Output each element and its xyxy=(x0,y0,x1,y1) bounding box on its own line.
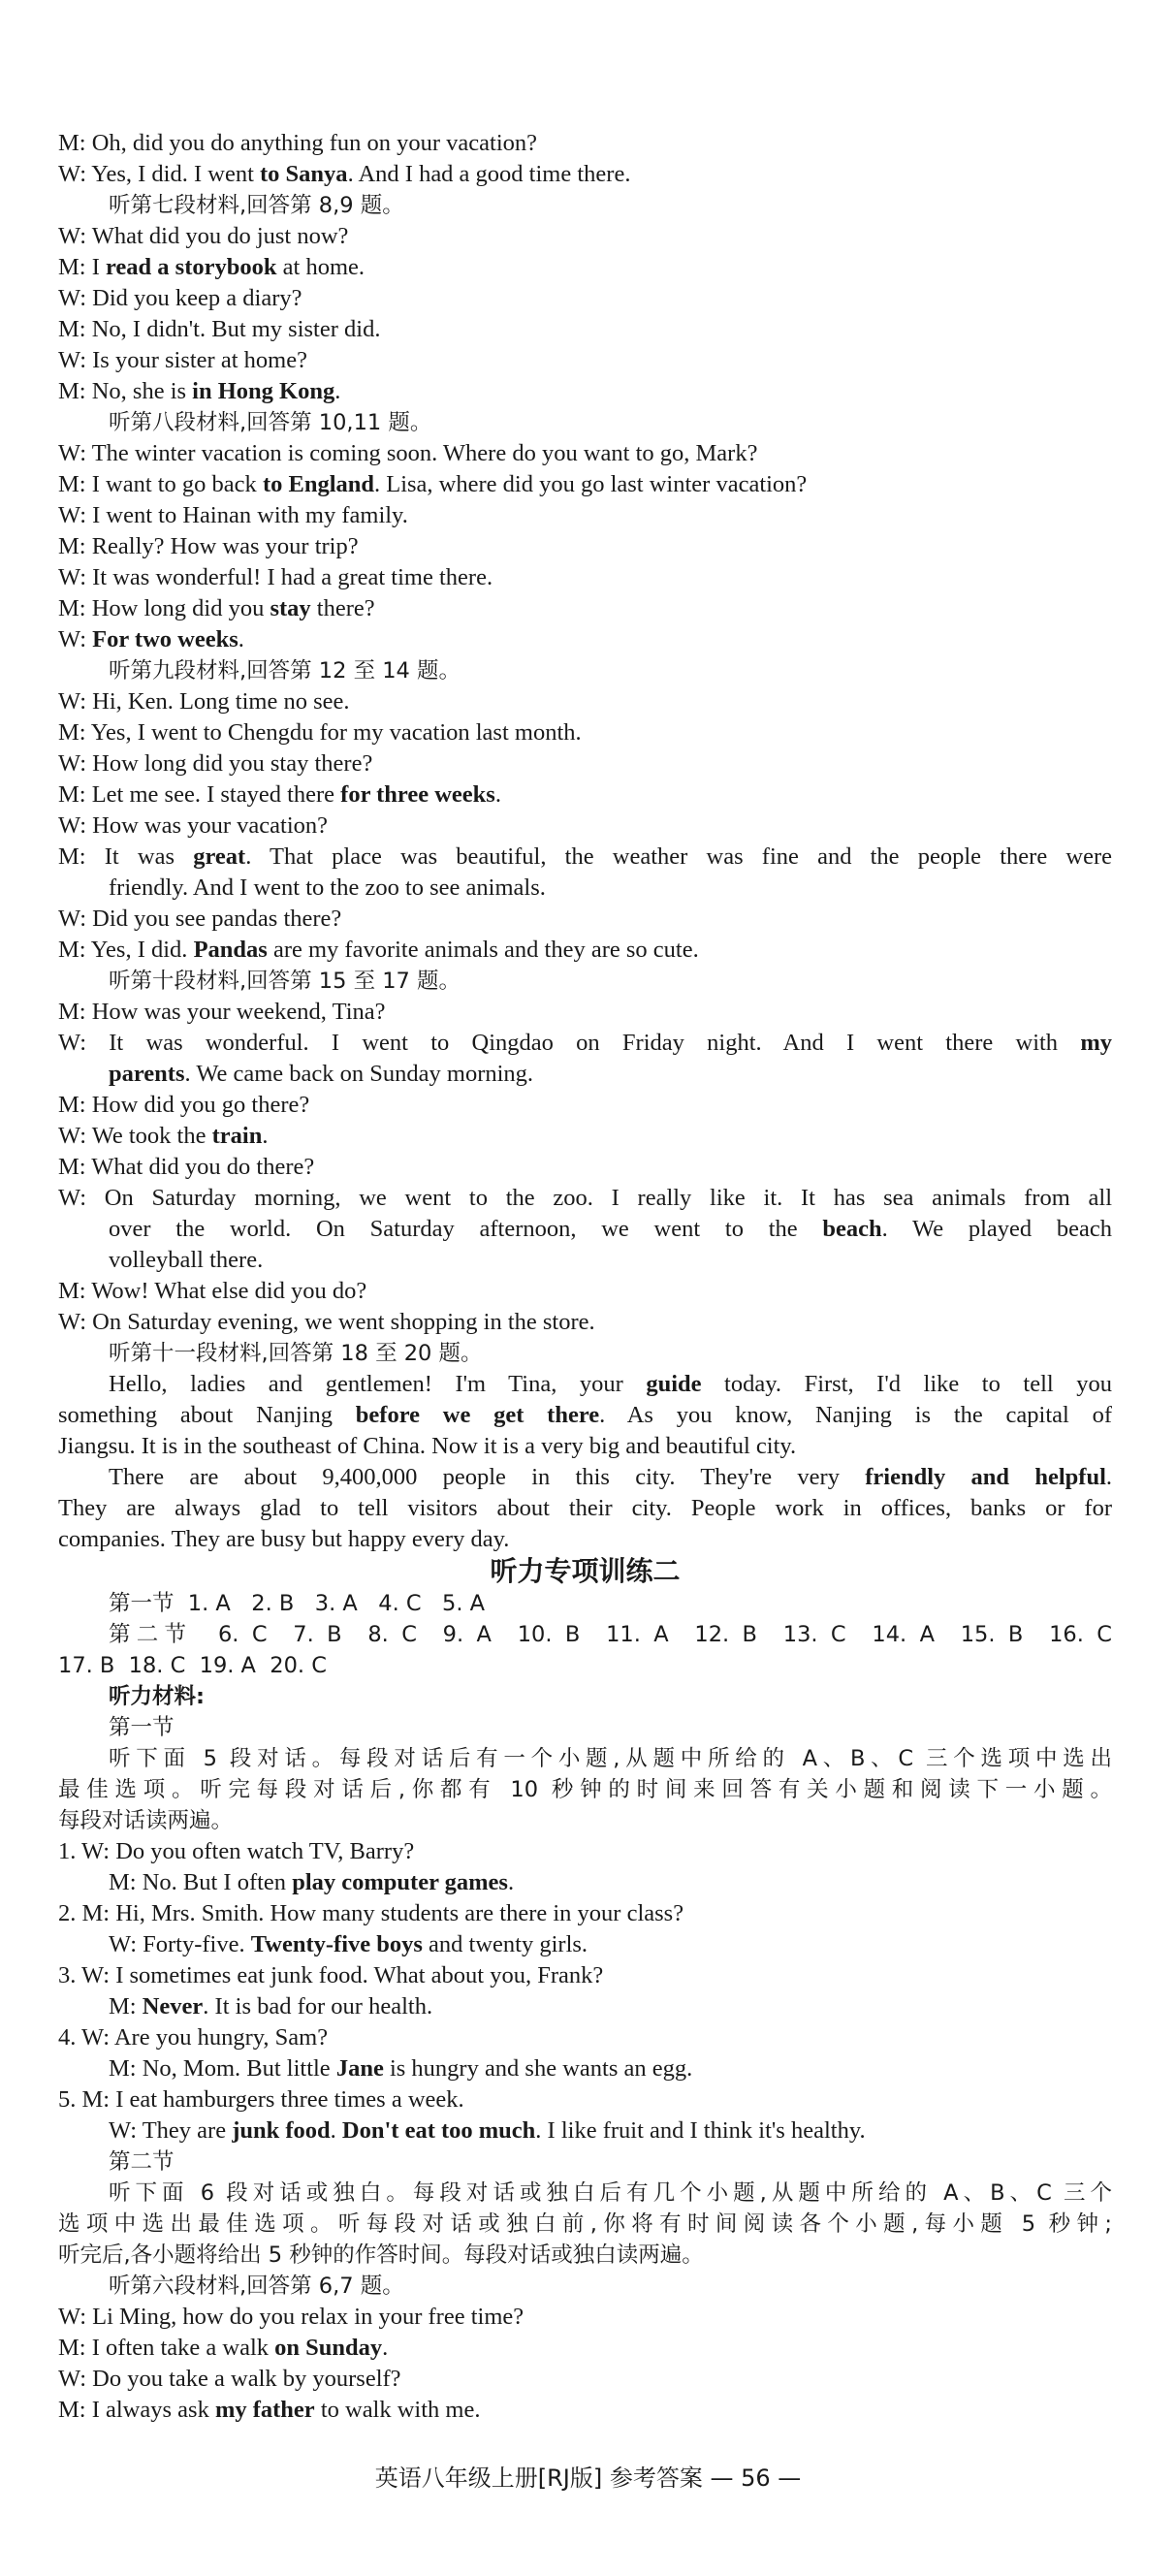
text-run: 每段对话读两遍。 xyxy=(58,1808,234,1833)
text-line xyxy=(58,1152,1112,1183)
text-line xyxy=(58,1245,1112,1276)
text-run: M: Yes, I went to Chengdu for my vacation last month. xyxy=(58,719,582,746)
text-run: 17. B 18. C 19. A 20. C xyxy=(58,1653,327,1678)
text-run: M: No. But I often xyxy=(109,1869,293,1895)
text-run: 听第十段材料,回答第 15 至 17 题。 xyxy=(109,969,461,994)
text-run: 听第九段材料,回答第 12 至 14 题。 xyxy=(109,658,461,684)
text-line xyxy=(58,1338,1112,1369)
text-run: . That place was beautiful, the weather was fine and the people there were xyxy=(245,843,1112,870)
text-run: W: How long did you stay there? xyxy=(58,750,373,777)
text-line xyxy=(58,1462,1112,1493)
text-run: . xyxy=(507,1869,515,1895)
text-run: 听第十一段材料,回答第 18 至 20 题。 xyxy=(109,1341,483,1366)
text-line xyxy=(58,655,1112,686)
text-run: 第二节 6. C 7. B 8. C 9. A 10. B 11. A 12. B 13. C 14. A 15. B 16. C xyxy=(109,1622,1112,1647)
text-line xyxy=(58,2302,1112,2333)
text-line xyxy=(58,128,1112,159)
text-line xyxy=(58,1960,1112,1991)
text-run: are my favorite animals and they are so cute. xyxy=(267,937,699,963)
bold-answer-text: my xyxy=(1080,1030,1112,1056)
text-line xyxy=(58,1681,1112,1712)
text-run: W: We took the xyxy=(58,1123,212,1149)
text-run: M: Let me see. I stayed there xyxy=(58,781,341,808)
text-run: . xyxy=(334,378,341,404)
text-line xyxy=(58,779,1112,811)
bold-answer-text: to England xyxy=(262,471,374,497)
text-line xyxy=(58,438,1112,469)
bold-answer-text: For two weeks xyxy=(92,626,238,652)
text-line xyxy=(58,593,1112,624)
text-line xyxy=(58,997,1112,1028)
text-line xyxy=(58,2395,1112,2426)
text-line xyxy=(58,2022,1112,2053)
text-run: M: Oh, did you do anything fun on your vacation? xyxy=(58,130,538,156)
text-run: 3. W: I sometimes eat junk food. What about you, Frank? xyxy=(58,1962,604,1988)
text-run: friendly. And I went to the zoo to see animals. xyxy=(109,875,546,901)
text-run: to walk with me. xyxy=(314,2397,481,2423)
bold-answer-text: Jane xyxy=(335,2055,384,2082)
text-run: 第一节 xyxy=(109,1715,175,1740)
text-line xyxy=(58,314,1112,345)
text-line xyxy=(58,2084,1112,2115)
text-line xyxy=(58,1400,1112,1431)
text-run: 听第八段材料,回答第 10,11 题。 xyxy=(109,410,432,435)
text-run: there? xyxy=(310,595,375,621)
text-run: 听下面 5 段对话。每段对话后有一个小题,从题中所给的 A、B、C 三个选项中选出 xyxy=(109,1746,1112,1771)
text-line xyxy=(58,2115,1112,2147)
text-line xyxy=(58,221,1112,252)
text-line xyxy=(58,252,1112,283)
text-run: . Lisa, where did you go last winter vacation? xyxy=(374,471,808,497)
text-line xyxy=(58,190,1112,221)
bold-answer-text: my father xyxy=(214,2397,315,2423)
text-run: W: What did you do just now? xyxy=(58,223,349,249)
text-run: 第二节 xyxy=(109,2149,175,2175)
text-line xyxy=(58,2364,1112,2395)
text-run: They are always glad to tell visitors about their city. People work in offices, banks or for xyxy=(58,1495,1112,1521)
text-run: today. First, I'd like to tell you xyxy=(701,1371,1112,1397)
text-run: W: Did you see pandas there? xyxy=(58,906,342,932)
text-line xyxy=(58,2053,1112,2084)
text-run: M: xyxy=(109,1993,143,2019)
bold-answer-text: parents xyxy=(109,1061,185,1087)
text-line xyxy=(58,1836,1112,1867)
text-run: M: How long did you xyxy=(58,595,270,621)
text-run: . As you know, Nanjing is the capital of xyxy=(599,1402,1112,1428)
text-line xyxy=(58,1431,1112,1462)
page-footer xyxy=(0,2463,1176,2494)
text-run: M: How did you go there? xyxy=(58,1092,310,1118)
text-run: at home. xyxy=(276,254,366,280)
text-run: M: Really? How was your trip? xyxy=(58,533,359,559)
footer-book-title: 英语八年级上册[RJ版] xyxy=(374,2465,603,2492)
text-run: M: It was xyxy=(58,843,194,870)
text-line xyxy=(58,1712,1112,1743)
text-run: . xyxy=(330,2117,342,2144)
bold-answer-text: junk food xyxy=(232,2117,331,2144)
text-line xyxy=(58,2178,1112,2209)
text-line xyxy=(58,1867,1112,1898)
text-run: W: It was wonderful. I went to Qingdao on Friday night. And I went there with xyxy=(58,1030,1081,1056)
text-line xyxy=(58,686,1112,717)
text-line xyxy=(58,1929,1112,1960)
bold-answer-text: play computer games xyxy=(292,1869,508,1895)
text-line xyxy=(58,904,1112,935)
text-run: M: No, she is xyxy=(58,378,193,404)
text-run: W: They are xyxy=(109,2117,233,2144)
text-run: 第一节 1. A 2. B 3. A 4. C 5. A xyxy=(109,1591,486,1616)
text-line xyxy=(58,966,1112,997)
text-run: M: I xyxy=(58,254,106,280)
bold-answer-text: for three weeks xyxy=(340,781,495,808)
bold-answer-text: Pandas xyxy=(193,937,268,963)
text-line xyxy=(58,283,1112,314)
text-line xyxy=(58,1090,1112,1121)
text-line xyxy=(58,1493,1112,1524)
text-line xyxy=(58,500,1112,531)
text-run: is hungry and she wants an egg. xyxy=(383,2055,693,2082)
bold-answer-text: Twenty-five boys xyxy=(250,1931,423,1957)
text-run: W: The winter vacation is coming soon. Where do you want to go, Mark? xyxy=(58,440,758,466)
text-run: 最佳选项。听完每段对话后,你都有 10 秒钟的时间来回答有关小题和阅读下一小题。 xyxy=(58,1777,1112,1802)
text-line xyxy=(58,624,1112,655)
bold-answer-text: read a storybook xyxy=(106,254,277,280)
text-run: W: Forty-five. xyxy=(109,1931,251,1957)
text-run: 听下面 6 段对话或独白。每段对话或独白后有几个小题,从题中所给的 A、B、C 三个 xyxy=(109,2180,1112,2206)
text-line xyxy=(58,873,1112,904)
text-run: 听第七段材料,回答第 8,9 题。 xyxy=(109,193,404,218)
text-line xyxy=(58,562,1112,593)
text-line xyxy=(58,376,1112,407)
text-line xyxy=(58,1276,1112,1307)
text-line xyxy=(58,1650,1112,1681)
text-line xyxy=(58,159,1112,190)
text-line xyxy=(58,1619,1112,1650)
text-run: . xyxy=(262,1123,269,1149)
bold-answer-text: Don't eat too much xyxy=(341,2117,536,2144)
text-run: . And I had a good time there. xyxy=(347,161,631,187)
text-run: 选项中选出最佳选项。听每段对话或独白前,你将有时间阅读各个小题,每小题 5 秒钟; xyxy=(58,2211,1112,2237)
text-run: M: I often take a walk xyxy=(58,2335,275,2361)
text-run: companies. They are busy but happy every day. xyxy=(58,1526,510,1552)
text-run: . xyxy=(382,2335,389,2361)
text-run: and twenty girls. xyxy=(422,1931,588,1957)
text-run: . xyxy=(494,781,501,808)
text-run: M: Wow! What else did you do? xyxy=(58,1278,367,1304)
text-line xyxy=(58,1805,1112,1836)
text-line xyxy=(58,407,1112,438)
document-body xyxy=(58,128,1112,2426)
text-line xyxy=(58,345,1112,376)
text-line xyxy=(58,1898,1112,1929)
text-line xyxy=(58,1214,1112,1245)
text-line xyxy=(58,1059,1112,1090)
text-run: . It is bad for our health. xyxy=(203,1993,433,2019)
text-run: W: Is your sister at home? xyxy=(58,347,307,373)
text-run: something about Nanjing xyxy=(58,1402,356,1428)
text-run: W: Did you keep a diary? xyxy=(58,285,302,311)
bold-answer-text: Never xyxy=(142,1993,204,2019)
text-line xyxy=(58,2209,1112,2240)
text-line xyxy=(58,2271,1112,2302)
text-run: 1. W: Do you often watch TV, Barry? xyxy=(58,1838,415,1864)
text-run: 5. M: I eat hamburgers three times a week. xyxy=(58,2086,464,2113)
bold-answer-text: before we get there xyxy=(355,1402,600,1428)
text-run: volleyball there. xyxy=(109,1247,264,1273)
bold-answer-text: in Hong Kong xyxy=(192,378,335,404)
text-run: W: On Saturday evening, we went shopping in the store. xyxy=(58,1309,595,1335)
text-run: 2. M: Hi, Mrs. Smith. How many students are there in your class? xyxy=(58,1900,684,1926)
text-line xyxy=(58,1307,1112,1338)
text-run: M: I always ask xyxy=(58,2397,215,2423)
page-number: — 56 — xyxy=(710,2465,802,2492)
text-run: W: xyxy=(58,626,93,652)
text-run: Hello, ladies and gentlemen! I'm Tina, your xyxy=(109,1371,647,1397)
text-run: M: Yes, I did. xyxy=(58,937,194,963)
text-line xyxy=(58,1743,1112,1774)
text-run: W: Yes, I did. I went xyxy=(58,161,261,187)
text-run: M: No, I didn't. But my sister did. xyxy=(58,316,381,342)
text-line xyxy=(58,2240,1112,2271)
text-line xyxy=(58,1588,1112,1619)
text-run: 4. W: Are you hungry, Sam? xyxy=(58,2024,329,2051)
text-line xyxy=(58,2333,1112,2364)
bold-answer-text: 听力材料: xyxy=(109,1684,205,1709)
text-run: Jiangsu. It is in the southeast of China. Now it is a very big and beautiful city. xyxy=(58,1433,797,1459)
bold-answer-text: guide xyxy=(646,1371,702,1397)
text-run: 听力专项训练二 xyxy=(490,1555,681,1587)
section-heading xyxy=(58,1555,1112,1588)
bold-answer-text: on Sunday xyxy=(274,2335,383,2361)
text-line xyxy=(58,1774,1112,1805)
text-run: M: No, Mom. But little xyxy=(109,2055,336,2082)
text-run: 听完后,各小题将给出 5 秒钟的作答时间。每段对话或独白读两遍。 xyxy=(58,2242,704,2268)
text-run: W: I went to Hainan with my family. xyxy=(58,502,408,528)
bold-answer-text: train xyxy=(211,1123,263,1149)
bold-answer-text: friendly and helpful xyxy=(865,1464,1106,1490)
text-run: W: Do you take a walk by yourself? xyxy=(58,2366,401,2392)
text-line xyxy=(58,1991,1112,2022)
text-run: . xyxy=(1105,1464,1112,1490)
text-run: 听第六段材料,回答第 6,7 题。 xyxy=(109,2274,404,2299)
text-run: W: On Saturday morning, we went to the zoo. I really like it. It has sea animals from all xyxy=(58,1185,1112,1211)
text-line xyxy=(58,531,1112,562)
text-run: W: Li Ming, how do you relax in your free time? xyxy=(58,2304,524,2330)
text-run: W: How was your vacation? xyxy=(58,812,329,839)
text-line xyxy=(58,1028,1112,1059)
text-line xyxy=(58,1369,1112,1400)
text-run: M: I want to go back xyxy=(58,471,263,497)
bold-answer-text: great xyxy=(193,843,246,870)
text-run: M: What did you do there? xyxy=(58,1154,315,1180)
text-line xyxy=(58,1121,1112,1152)
text-line xyxy=(58,1183,1112,1214)
text-line xyxy=(58,469,1112,500)
text-run: . xyxy=(238,626,244,652)
footer-section: 参考答案 xyxy=(609,2465,703,2492)
text-line xyxy=(58,842,1112,873)
text-run: . We played beach xyxy=(881,1216,1112,1242)
text-line xyxy=(58,717,1112,748)
bold-answer-text: to Sanya xyxy=(260,161,348,187)
text-run: W: Hi, Ken. Long time no see. xyxy=(58,688,350,715)
text-line xyxy=(58,1524,1112,1555)
text-line xyxy=(58,748,1112,779)
text-line xyxy=(58,811,1112,842)
bold-answer-text: beach xyxy=(822,1216,882,1242)
bold-answer-text: stay xyxy=(270,595,311,621)
text-run: There are about 9,400,000 people in this city. They're very xyxy=(109,1464,866,1490)
text-run: . We came back on Sunday morning. xyxy=(184,1061,534,1087)
text-line xyxy=(58,2147,1112,2178)
text-run: over the world. On Saturday afternoon, we went to the xyxy=(109,1216,823,1242)
text-run: W: It was wonderful! I had a great time there. xyxy=(58,564,493,590)
text-run: . I like fruit and I think it's healthy. xyxy=(535,2117,866,2144)
text-line xyxy=(58,935,1112,966)
text-run: M: How was your weekend, Tina? xyxy=(58,999,386,1025)
